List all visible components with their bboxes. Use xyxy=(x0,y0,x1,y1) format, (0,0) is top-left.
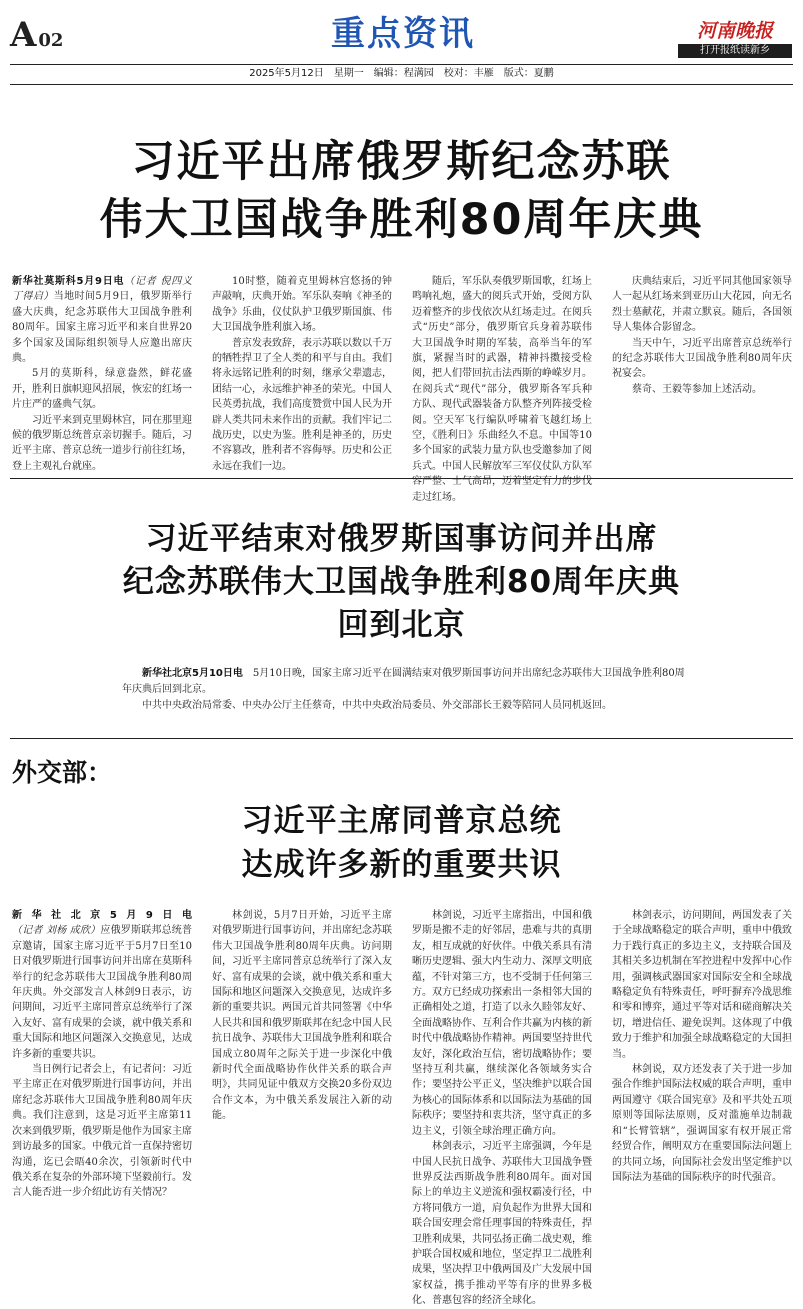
story1-column xyxy=(612,274,792,460)
story1-headline: 习近平出席俄罗斯纪念苏联 xyxy=(131,137,672,187)
story1-paragraph: 当地时间5月9日，俄罗斯举行盛大庆典，纪念苏联伟大卫国战争胜利80周年。国家主席习近平和来自世界20多个国家及国际组织领导人应邀出席庆典。 xyxy=(12,291,192,365)
story2-headline: 习近平结束对俄罗斯国事访问并出席 xyxy=(145,521,658,557)
section-title: 重点资讯 xyxy=(331,14,475,54)
story2-headline: 纪念苏联伟大卫国战争胜利80周年庆典 xyxy=(122,564,681,600)
story3-headline: 习近平主席同普京总统 xyxy=(241,803,562,839)
story2-body xyxy=(122,666,690,714)
newspaper-logo: 河南晚报 xyxy=(696,20,773,42)
header-rule xyxy=(10,84,793,85)
story3-paragraph: 林剑说，双方还发表了关于进一步加强合作维护国际法权威的联合声明，重申两国遵守《联合国宪章》及和平共处五项原则等国际法原则，反对滥施单边制裁和“长臂管辖”，强调国家有权开展正常经贸合作，阐明双方在重要国际法问题上的共同立场，向国际社会发出坚定维护以国际法为基础的国际秩序的时代强音。 xyxy=(612,1064,792,1183)
story1-paragraph: 5月的莫斯科，绿意盎然，鲜花盛开，胜利日旗帜迎风招展，恢宏的红场一片庄严的盛典气氛。 xyxy=(12,368,192,411)
story3-column xyxy=(612,908,792,1196)
story2-paragraph: 5月10日晚，国家主席习近平在圆满结束对俄罗斯国事访问并出席纪念苏联伟大卫国战争胜利80周年庆典后回到北京。 xyxy=(122,668,685,695)
story1-paragraph: 庆典结束后，习近平同其他国家领导人一起从红场来到亚历山大花园，向无名烈士墓献花，并肃立默哀。随后，各国领导人集体合影留念。 xyxy=(612,276,792,334)
story1-column xyxy=(412,274,592,503)
story3-byline: （记者 刘杨 成欣） xyxy=(12,925,101,937)
story3-paragraph: 林剑说，5月7日开始，习近平主席对俄罗斯进行国事访问，并出席纪念苏联伟大卫国战争胜利80周年庆典。访问期间，习近平主席同普京总统举行了深入友好、富有成果的会谈，就中俄关系和重大国际和地区问题深入交换意见，达成许多新的重要共识。两国元首共同签署《中华人民共和国和俄罗斯联邦在纪念中国人民抗日战争、苏联伟大卫国战争胜利和联合国成立80周年之际关于进一步深化中俄新时代全面战略协作伙伴关系的联合声明》，共同见证中俄双方交换20多份双边合作文本，为中俄关系发展注入新的动能。 xyxy=(212,910,392,1122)
story1-byline: （记者 倪四义 丁得启） xyxy=(12,276,192,303)
story1-column xyxy=(212,274,392,472)
masthead-slogan: 打开报纸读新乡 xyxy=(678,44,792,58)
story1-paragraph: 习近平来到克里姆林宫，同在那里迎候的俄罗斯总统普京亲切握手。随后，习近平主席、普京总统一道步行前往红场，登上主观礼台就座。 xyxy=(12,414,192,472)
story1-paragraph: 随后，军乐队奏俄罗斯国歌，红场上鸣响礼炮，盛大的阅兵式开始，受阅方队迈着整齐的步伐依次从红场走过。在阅兵式“历史”部分，俄罗斯官兵身着苏联伟大卫国战争时期的军装，高举当年的军旗，紧握当时的武器，精神抖擞接受检阅，把人们带回抗击法西斯的峥嵘岁月。在阅兵式“现代”部分，俄罗斯各军兵种方队、现代武器装备方队整齐列阵接受检阅。空天军飞行编队呼啸着飞越红场上空，《胜利日》乐曲经久不息。中国等10多个国家的武装力量方队也受邀参加了阅兵式。中国人民解放军三军仪仗队方队军容严整、士气高昂，迈着坚定有力的步伐走过红场。 xyxy=(412,276,592,503)
story3-paragraph: 林剑说，习近平主席指出，中国和俄罗斯是搬不走的好邻居，患难与共的真朋友，相互成就的好伙伴。中俄关系具有清晰历史逻辑、强大内生动力、深厚文明底蕴，不针对第三方，也不受制于任何第三方。双方已经成功探索出一条相邻大国的正确相处之道，打造了以永久睦邻友好、全面战略协作、互利合作共赢为内核的新时代中俄战略协作精神。两国要坚持世代友好，深化政治互信，密切战略协作；要坚持互利共赢，继续深化各领域务实合作；要坚持公平正义，坚决维护以联合国为核心的国际体系和以国际法为基础的国际秩序；要坚持和衷共济，坚守真正的多边主义，引领全球治理正确方向。 xyxy=(412,910,592,1137)
page-number: A 02 xyxy=(10,15,64,55)
story1-column xyxy=(12,274,192,472)
page-number-digits: 02 xyxy=(38,30,64,51)
story3-column xyxy=(12,908,193,1199)
header-rule xyxy=(10,64,793,65)
story1-paragraph: 蔡奇、王毅等参加上述活动。 xyxy=(632,383,762,395)
story2-dateline: 新华社北京5月10日电 xyxy=(142,668,243,679)
masthead xyxy=(678,20,792,58)
story3-headline: 达成许多新的重要共识 xyxy=(241,847,562,883)
section-divider xyxy=(10,478,793,479)
story3-paragraph: 当日例行记者会上，有记者问：习近平主席正在对俄罗斯进行国事访问，并出席纪念苏联伟大卫国战争胜利80周年庆典。我们注意到，这是习近平主席第11次来到俄罗斯，俄罗斯是他作为国家主席到访最多的国家。中俄元首一直保持密切沟通，迄已会晤40余次，引领新时代中俄关系在复杂的外部环境下坚毅前行。发言人能否进一步介绍此访有关情况？ xyxy=(12,1064,192,1199)
section-divider xyxy=(10,738,793,739)
story3-dateline: 新华社北京5月9日电 xyxy=(12,910,192,921)
story1-paragraph: 当天中午，习近平出席普京总统举行的纪念苏联伟大卫国战争胜利80周年庆祝宴会。 xyxy=(612,337,792,380)
story3-column xyxy=(412,908,592,1307)
story3-kicker: 外交部： xyxy=(12,758,113,787)
edition-info: 2025年5月12日 星期一 编辑：程满园 校对：丰雁 版式：夏鹏 xyxy=(249,68,554,79)
story2-headline: 回到北京 xyxy=(337,607,466,643)
story3-column xyxy=(212,908,392,1196)
story1-dateline: 新华社莫斯科5月9日电 xyxy=(12,276,125,287)
story1-headline: 伟大卫国战争胜利80周年庆典 xyxy=(99,195,704,245)
story3-paragraph: 林剑表示，习近平主席强调，今年是中国人民抗日战争、苏联伟大卫国战争暨世界反法西斯战争胜利80周年。面对国际上的单边主义逆流和强权霸凌行径，中方将同俄方一道，肩负起作为世界大国和联合国安理会常任理事国的特殊责任，捍卫胜利成果，共同弘扬正确二战史观，维护联合国权威和地位，坚定捍卫二战胜利成果，坚决捍卫中俄两国及广大发展中国家权益，携手推动平等有序的世界多极化、普惠包容的经济全球化。 xyxy=(412,1141,592,1307)
story2-paragraph: 中共中央政治局常委、中央办公厅主任蔡奇，中共中央政治局委员、外交部部长王毅等陪同人员同机返回。 xyxy=(142,700,612,711)
story1-paragraph: 10时整，随着克里姆林宫悠扬的钟声敲响，庆典开始。军乐队奏响《神圣的战争》乐曲，仪仗队护卫俄罗斯国旗、伟大卫国战争胜利旗入场。 xyxy=(212,276,392,334)
story1-paragraph: 普京发表致辞，表示苏联以数以千万的牺牲捍卫了全人类的和平与自由。我们将永远铭记胜利的时刻，继承父辈遗志，团结一心，永远维护神圣的荣光。中国人民英勇抗战，我们高度赞赏中国人民为开辟人类共同未来作出的贡献。我们牢记二战历史，以史为鉴。胜利是神圣的，历史不容篡改，胜利者不容侮辱。历史和公正永远在我们一边。 xyxy=(212,337,392,472)
story3-paragraph: 林剑表示，访问期间，两国发表了关于全球战略稳定的联合声明，重申中俄致力于践行真正的多边主义，支持联合国及其相关多边机制在军控进程中发挥中心作用，强调核武器国家对国际安全和全球战略稳定负有特殊责任，呼吁摒弃冷战思维和零和博弈，通过平等对话和磋商解决关切，增进信任、避免误判。这体现了中俄致力于维护和加强全球战略稳定的大国担当。 xyxy=(612,910,792,1060)
story3-paragraph: 应俄罗斯联邦总统普京邀请，国家主席习近平于5月7日至10日对俄罗斯进行国事访问并出席在莫斯科举行的纪念苏联伟大卫国战争胜利80周年庆典。外交部发言人林剑9日表示，访问期间，习近平主席同普京总统举行了深入友好、富有成果的会谈，就中俄关系和重大国际和地区问题深入交换意见，达成许多新的重要共识。 xyxy=(12,925,193,1060)
